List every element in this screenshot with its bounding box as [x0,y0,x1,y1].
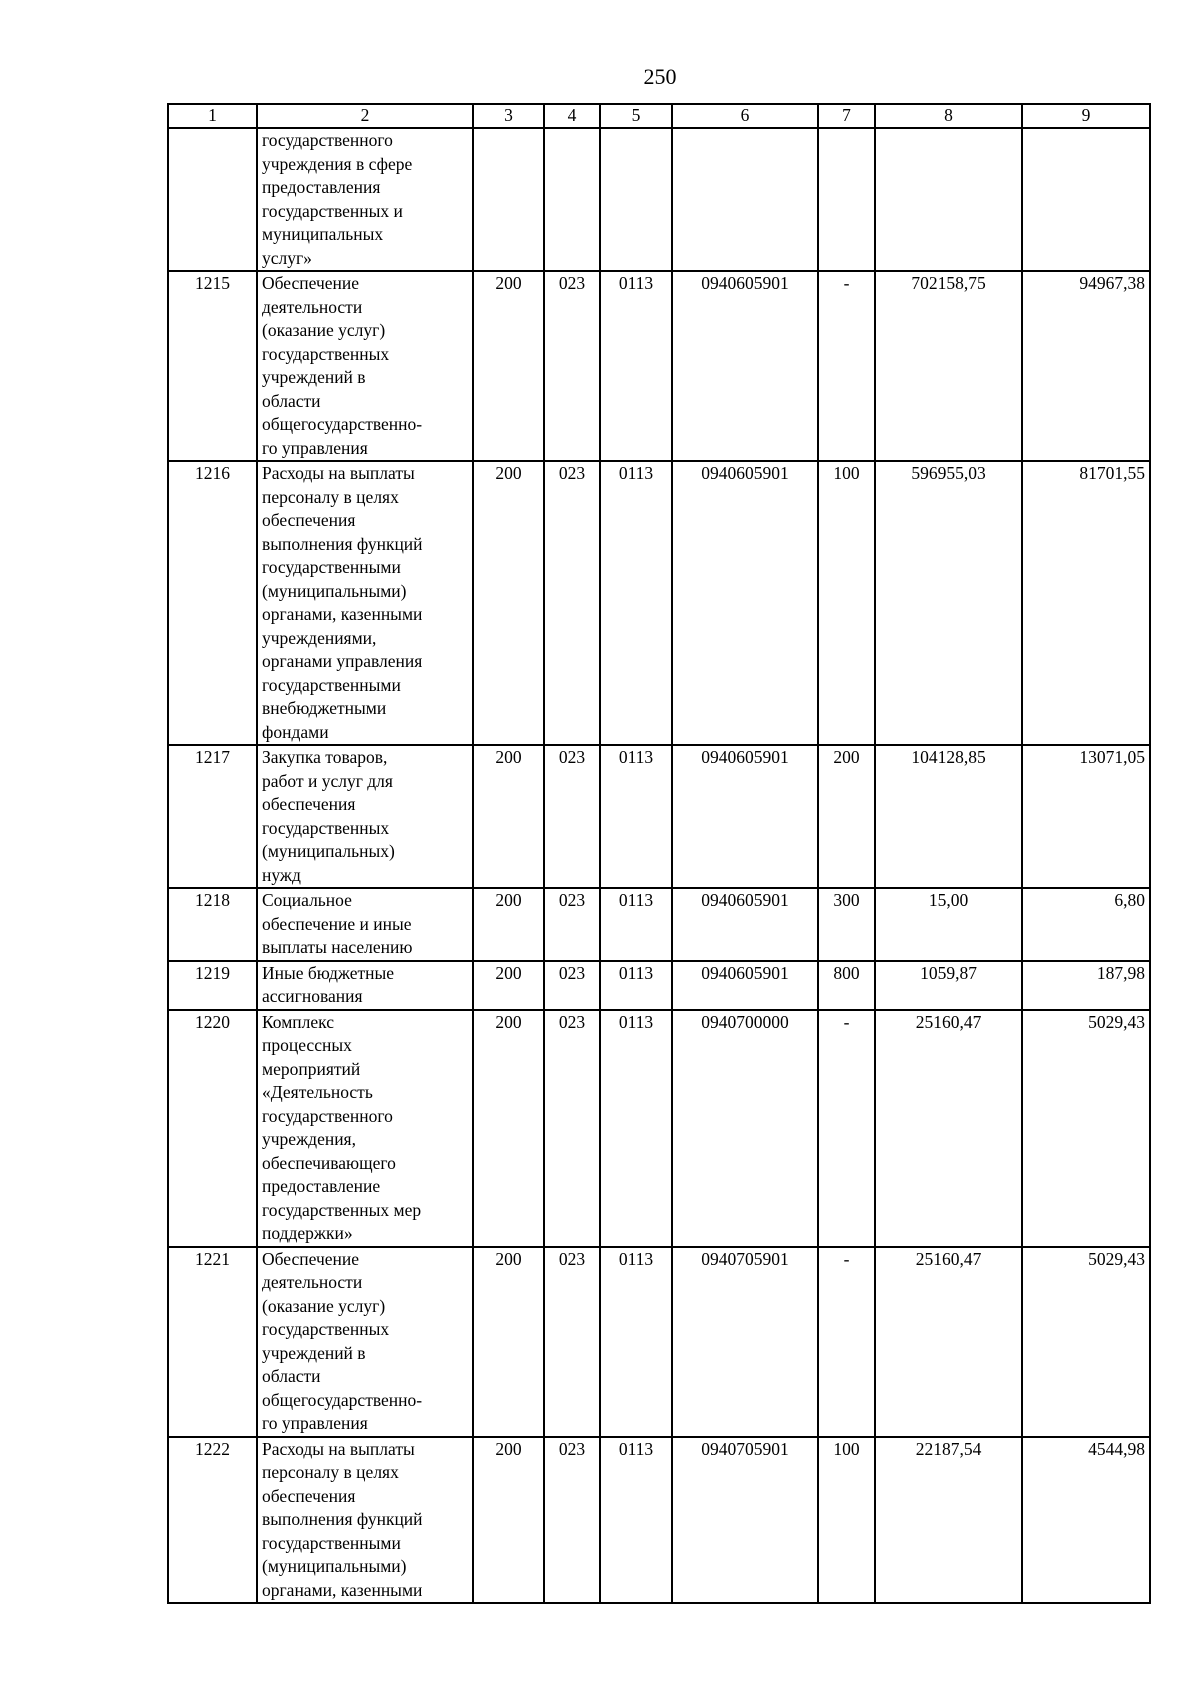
cell-col-3: 200 [473,461,544,745]
row-name-text: Социальное обеспечение и иные выплаты населению [262,890,413,957]
cell-col-7: 300 [818,888,875,961]
row-name-text: Иные бюджетные ассигнования [262,962,395,1006]
cell-col-6: 0940605901 [672,888,818,961]
cell-col-6: 0940605901 [672,961,818,1010]
row-number: 1216 [168,461,257,745]
cell-col-9: 187,98 [1022,961,1150,1010]
row-name-text: Расходы на выплаты персоналу в целях обеспечения выполнения функций государственными (муниципальными) органами, казенными [262,1438,423,1600]
cell-col-8: 1059,87 [875,961,1022,1010]
cell-col-9: 5029,43 [1022,1247,1150,1437]
cell-col-4: 023 [544,271,600,461]
column-header: 2 [257,104,473,128]
cell-col-5: 0113 [600,271,672,461]
cell-col-3: 200 [473,1010,544,1247]
cell-col-9: 4544,98 [1022,1437,1150,1604]
cell-col-9: 13071,05 [1022,745,1150,888]
cell-col-7: - [818,1010,875,1247]
header-row [168,104,1150,128]
cell-col-9: 5029,43 [1022,1010,1150,1247]
row-name-text: Закупка товаров, работ и услуг для обеспечения государственных (муниципальных) нужд [262,747,395,885]
row-number: 1218 [168,888,257,961]
cell-col-8: 25160,47 [875,1010,1022,1247]
row-name-text: Расходы на выплаты персоналу в целях обеспечения выполнения функций государственными (муниципальными) органами, казенными учреждениями, органами управления государственными внебюджетными фондами [262,463,423,742]
budget-table [167,103,1151,1604]
row-name [257,961,473,1010]
row-name [257,461,473,745]
cell-col-6: 0940605901 [672,745,818,888]
row-name [257,271,473,461]
row-name [257,1010,473,1247]
row-name-text: Обеспечение деятельности (оказание услуг) государственных учреждений в области общегосударственно- го управления [262,273,423,458]
cell-col-3: 200 [473,1247,544,1437]
row-number: 1219 [168,961,257,1010]
cell-col-9 [1022,128,1150,271]
cell-col-5: 0113 [600,888,672,961]
column-header: 1 [168,104,257,128]
row-number [168,128,257,271]
cell-col-4: 023 [544,461,600,745]
row-name [257,1437,473,1604]
cell-col-3: 200 [473,271,544,461]
cell-col-8: 25160,47 [875,1247,1022,1437]
cell-col-7: 100 [818,461,875,745]
cell-col-8: 702158,75 [875,271,1022,461]
cell-col-8: 596955,03 [875,461,1022,745]
cell-col-3: 200 [473,961,544,1010]
cell-col-4: 023 [544,1247,600,1437]
cell-col-7: - [818,1247,875,1437]
cell-col-5: 0113 [600,461,672,745]
column-header: 5 [600,104,672,128]
table-row [168,961,1150,1010]
cell-col-8 [875,128,1022,271]
cell-col-3 [473,128,544,271]
column-header: 7 [818,104,875,128]
cell-col-8: 22187,54 [875,1437,1022,1604]
cell-col-7: - [818,271,875,461]
row-name-text: государственного учреждения в сфере предоставления государственных и муниципальных услуг» [262,130,413,268]
cell-col-9: 94967,38 [1022,271,1150,461]
row-name [257,888,473,961]
cell-col-4: 023 [544,1437,600,1604]
cell-col-6: 0940605901 [672,271,818,461]
cell-col-5: 0113 [600,745,672,888]
row-name [257,128,473,271]
cell-col-4: 023 [544,1010,600,1247]
table-row [168,128,1150,271]
cell-col-4 [544,128,600,271]
row-number: 1220 [168,1010,257,1247]
cell-col-6: 0940705901 [672,1247,818,1437]
cell-col-6: 0940705901 [672,1437,818,1604]
cell-col-9: 81701,55 [1022,461,1150,745]
cell-col-7: 100 [818,1437,875,1604]
row-number: 1215 [168,271,257,461]
cell-col-7 [818,128,875,271]
page-number: 250 [643,64,677,89]
table-row [168,745,1150,888]
table-row [168,888,1150,961]
cell-col-6: 0940700000 [672,1010,818,1247]
cell-col-6 [672,128,818,271]
cell-col-5: 0113 [600,961,672,1010]
cell-col-5: 0113 [600,1437,672,1604]
cell-col-5 [600,128,672,271]
cell-col-5: 0113 [600,1247,672,1437]
cell-col-5: 0113 [600,1010,672,1247]
row-number: 1217 [168,745,257,888]
cell-col-3: 200 [473,888,544,961]
table-row [168,461,1150,745]
row-number: 1221 [168,1247,257,1437]
table-row [168,1010,1150,1247]
cell-col-4: 023 [544,745,600,888]
column-header: 4 [544,104,600,128]
cell-col-8: 15,00 [875,888,1022,961]
cell-col-9: 6,80 [1022,888,1150,961]
table-row [168,1247,1150,1437]
cell-col-4: 023 [544,961,600,1010]
row-name-text: Обеспечение деятельности (оказание услуг) государственных учреждений в области общегосударственно- го управления [262,1248,423,1433]
cell-col-3: 200 [473,1437,544,1604]
row-name [257,1247,473,1437]
cell-col-4: 023 [544,888,600,961]
cell-col-8: 104128,85 [875,745,1022,888]
column-header: 3 [473,104,544,128]
column-header: 6 [672,104,818,128]
cell-col-3: 200 [473,745,544,888]
cell-col-7: 200 [818,745,875,888]
cell-col-7: 800 [818,961,875,1010]
table-row [168,271,1150,461]
row-name-text: Комплекс процессных мероприятий «Деятельность государственного учреждения, обеспечивающего предоставление государственных мер поддержки» [262,1011,422,1243]
cell-col-6: 0940605901 [672,461,818,745]
table-row [168,1437,1150,1604]
column-header: 9 [1022,104,1150,128]
column-header: 8 [875,104,1022,128]
row-number: 1222 [168,1437,257,1604]
row-name [257,745,473,888]
